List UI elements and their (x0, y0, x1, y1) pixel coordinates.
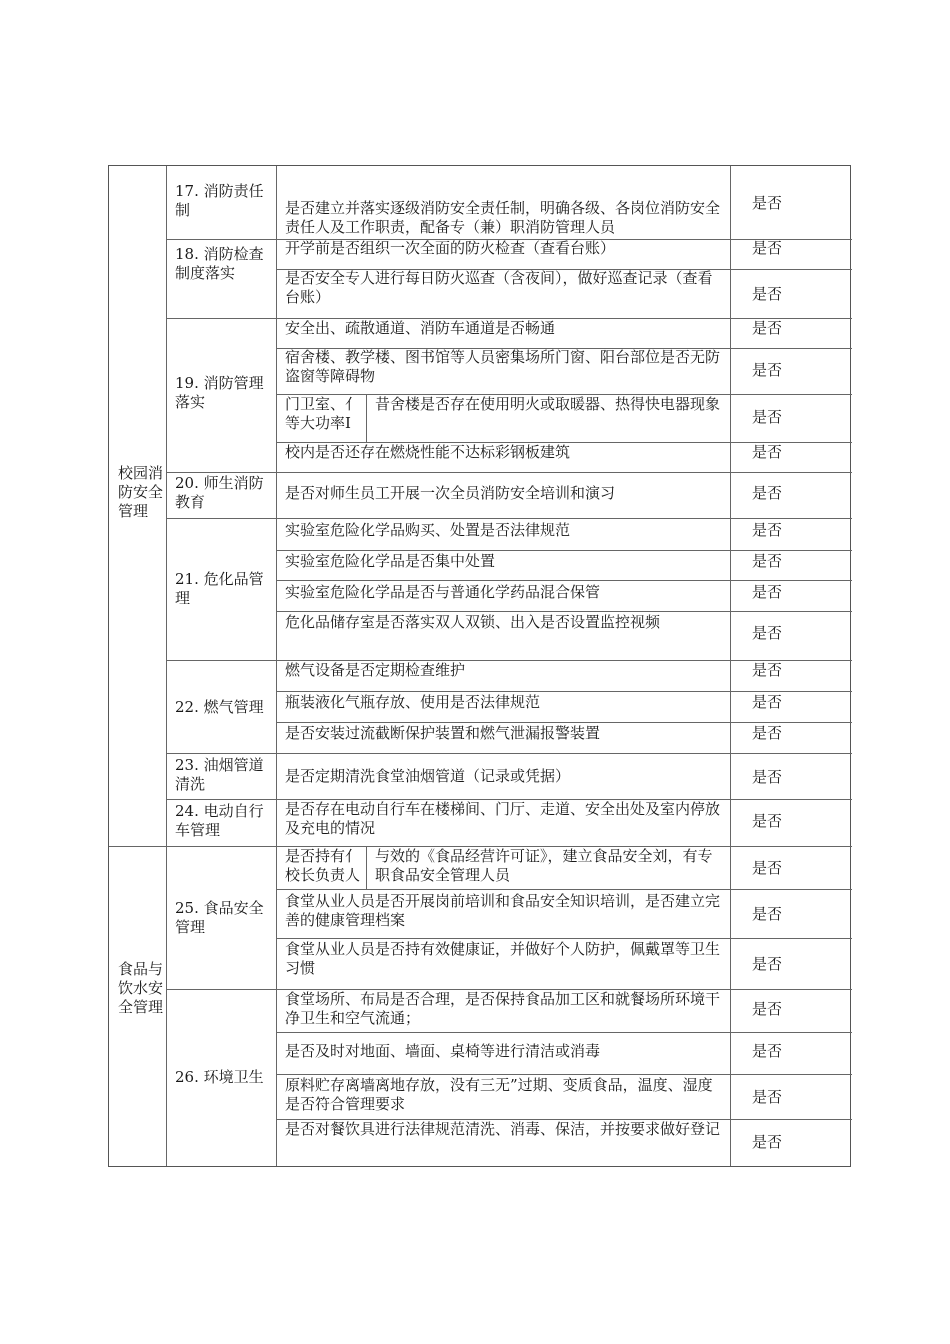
row-divider (276, 722, 852, 723)
column-divider (166, 166, 167, 1166)
item-label: 21. 危化品管理 (175, 570, 264, 607)
item-label: 24. 电动自行车管理 (175, 802, 264, 839)
yes-no-answer: 是否 (752, 552, 783, 570)
row-divider (166, 989, 276, 990)
yes-no-answer: 是否 (752, 905, 783, 923)
check-item-text: 原料贮存离墙离地存放，没有三无”过期、变质食品，温度、湿度是否符合管理要求 (285, 1076, 713, 1113)
row-divider (276, 550, 852, 551)
yes-no-answer: 是否 (752, 361, 783, 379)
check-item-text: 瓶装液化气瓶存放、使用是否法律规范 (285, 693, 541, 711)
yes-no-answer: 是否 (752, 693, 783, 711)
row-divider (166, 846, 276, 847)
inspection-table (108, 165, 851, 1167)
row-divider (166, 318, 276, 319)
yes-no-answer: 是否 (752, 724, 783, 742)
yes-no-answer: 是否 (752, 955, 783, 973)
item-label: 17. 消防责任制 (175, 182, 264, 219)
row-divider (166, 799, 276, 800)
yes-no-answer: 是否 (752, 1000, 783, 1018)
yes-no-answer: 是否 (752, 859, 783, 877)
yes-no-answer: 是否 (752, 768, 783, 786)
check-item-text: 实验室危险化学品是否与普通化学药品混合保管 (285, 583, 601, 601)
check-item-text: 食堂从业人员是否持有效健康证，并做好个人防护，佩戴罩等卫生习惯 (285, 940, 721, 977)
row-divider (166, 753, 276, 754)
yes-no-answer: 是否 (752, 443, 783, 461)
yes-no-answer: 是否 (752, 1042, 783, 1060)
item-label: 19. 消防管理落实 (175, 374, 264, 411)
check-item-subtext: 是否持有亻校长负责人 (285, 847, 361, 884)
row-divider (276, 1074, 852, 1075)
check-item-text: 是否建立并落实逐级消防安全责任制，明确各级、各岗位消防安全责任人及工作职责，配备专（兼）职消防管理人员 (285, 199, 721, 236)
row-divider (109, 846, 166, 847)
item-label: 22. 燃气管理 (175, 698, 264, 716)
yes-no-answer: 是否 (752, 194, 783, 212)
row-divider (166, 239, 276, 240)
category-fire-safety: 校园消防安全管理 (118, 464, 164, 520)
check-item-subtext: 门卫室、亻等大功率Ⅰ (285, 395, 361, 432)
row-divider (166, 660, 276, 661)
yes-no-answer: 是否 (752, 1133, 783, 1151)
row-divider (276, 1032, 852, 1033)
check-item-text: 开学前是否组织一次全面的防火检查（查看台账） (285, 239, 616, 257)
item-label: 25. 食品安全管理 (175, 899, 264, 936)
category-food-safety: 食品与饮水安全管理 (118, 960, 164, 1016)
row-divider (276, 611, 852, 612)
yes-no-answer: 是否 (752, 239, 783, 257)
check-item-text: 实验室危险化学品购买、处置是否法律规范 (285, 521, 571, 539)
check-item-text: 是否安全专人进行每日防火巡查（含夜间），做好巡查记录（查看台账） (285, 269, 713, 306)
row-divider (276, 518, 852, 519)
yes-no-answer: 是否 (752, 812, 783, 830)
row-divider (276, 889, 852, 890)
check-item-text: 与效的《食品经营许可证》，建立食品安全刘，有专职食品安全管理人员 (375, 847, 713, 884)
item-label: 23. 油烟管道清洗 (175, 756, 264, 793)
item-label: 26. 环境卫生 (175, 1068, 264, 1086)
yes-no-answer: 是否 (752, 583, 783, 601)
item-label: 20. 师生消防教育 (175, 474, 264, 511)
row-divider (276, 472, 852, 473)
check-item-text: 安全出、疏散通道、消防车通道是否畅通 (285, 319, 556, 337)
yes-no-answer: 是否 (752, 1088, 783, 1106)
check-item-text: 是否存在电动自行车在楼梯间、门厅、走道、安全出处及室内停放及充电的情况 (285, 800, 721, 837)
yes-no-answer: 是否 (752, 484, 783, 502)
yes-no-answer: 是否 (752, 285, 783, 303)
check-item-text: 昔舍楼是否存在使用明火或取暖器、热得快电器现象 (375, 395, 721, 413)
row-divider (166, 472, 276, 473)
check-item-text: 是否安装过流截断保护装置和燃气泄漏报警装置 (285, 724, 601, 742)
yes-no-answer: 是否 (752, 408, 783, 426)
row-divider (166, 518, 276, 519)
row-divider (276, 580, 852, 581)
check-item-text: 是否定期清洗食堂油烟管道（记录或凭据） (285, 767, 571, 785)
item-label: 18. 消防检查制度落实 (175, 245, 264, 282)
check-item-text: 燃气设备是否定期检查维护 (285, 661, 466, 679)
yes-no-answer: 是否 (752, 661, 783, 679)
check-item-text: 是否及时对地面、墙面、桌椅等进行清洁或消毒 (285, 1042, 601, 1060)
row-divider (276, 753, 852, 754)
row-divider (276, 938, 852, 939)
check-item-text: 校内是否还存在燃烧性能不达标彩钢板建筑 (285, 443, 571, 461)
check-item-text: 是否对餐饮具进行法律规范清洗、消毒、保洁，并按要求做好登记 (285, 1120, 721, 1138)
yes-no-answer: 是否 (752, 624, 783, 642)
check-item-text: 实验室危险化学品是否集中处置 (285, 552, 496, 570)
check-item-text: 宿舍楼、教学楼、图书馆等人员密集场所门窗、阳台部位是否无防盗窗等障碍物 (285, 348, 721, 385)
check-item-text: 食堂场所、布局是否合理，是否保持食品加工区和就餐场所环境干净卫生和空气流通； (285, 990, 721, 1027)
check-item-text: 危化品储存室是否落实双人双锁、出入是否设置监控视频 (285, 613, 661, 631)
yes-no-answer: 是否 (752, 319, 783, 337)
yes-no-answer: 是否 (752, 521, 783, 539)
check-item-text: 是否对师生员工开展一次全员消防安全培训和演习 (285, 484, 616, 502)
check-item-text: 食堂从业人员是否开展岗前培训和食品安全知识培训，是否建立完善的健康管理档案 (285, 892, 721, 929)
row-divider (276, 691, 852, 692)
